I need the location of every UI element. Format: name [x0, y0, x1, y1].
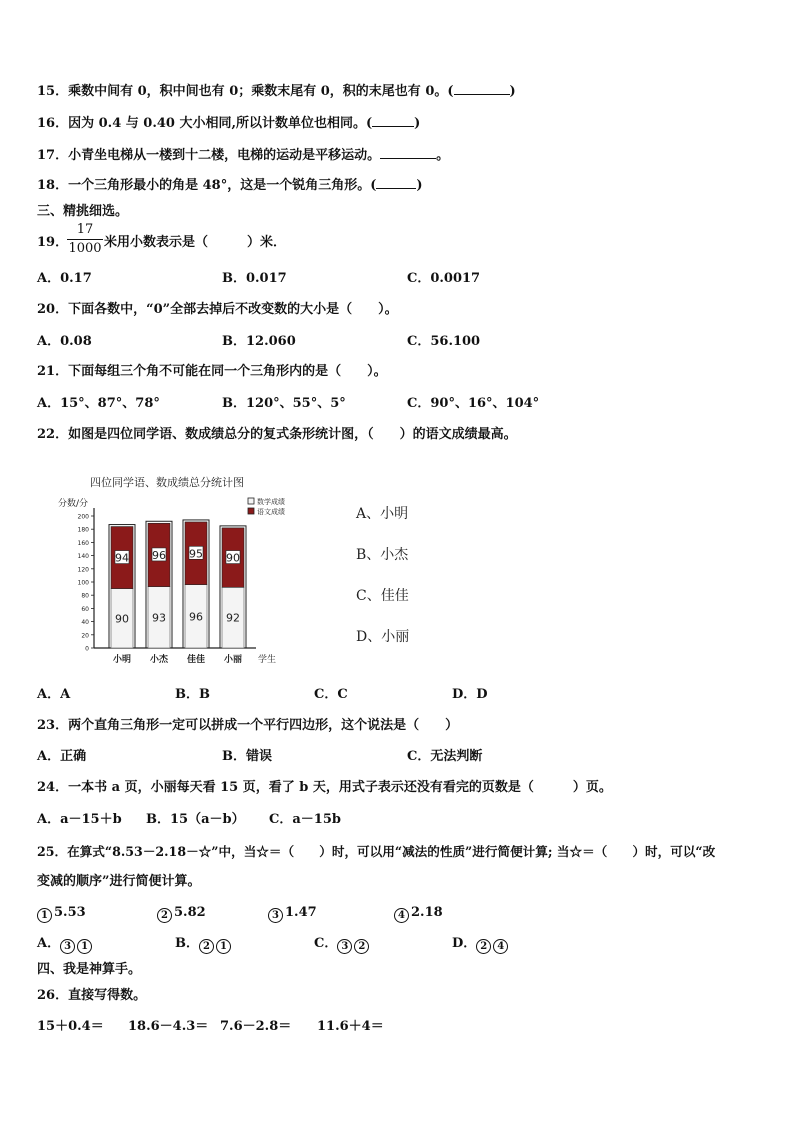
- stacked-bar-chart: [56, 486, 288, 668]
- expression-4[interactable]: 11.6＋4＝: [317, 1019, 384, 1034]
- y-tick-label: 100: [77, 579, 89, 587]
- bar-math-label: 92: [226, 611, 240, 625]
- question-25-line-1: 25．在算式“8.53－2.18－☆”中，当☆＝（ ）时，可以用“减法的性质”进行简便计算; 当☆＝（ ）时，可以“改: [37, 844, 716, 859]
- chart-option-c[interactable]: C、佳佳: [356, 588, 409, 604]
- option-a[interactable]: A．A: [37, 687, 71, 702]
- bar-chinese-label: 96: [152, 548, 166, 562]
- chart-option-d[interactable]: D、小丽: [356, 629, 410, 645]
- chart-option-a[interactable]: A、小明: [356, 506, 409, 522]
- question-21: 21．下面每组三个角不可能在同一个三角形内的是（ ）。: [37, 364, 387, 379]
- expression-1[interactable]: 15＋0.4＝: [37, 1019, 104, 1034]
- bar-math-label: 93: [152, 611, 166, 625]
- x-axis-label: 学生: [258, 655, 277, 665]
- answer-blank[interactable]: [372, 114, 414, 127]
- question-25-line-2: 变减的顺序”进行简便计算。: [37, 874, 201, 889]
- y-tick-label: 0: [85, 645, 89, 653]
- circled-number: 2: [157, 908, 172, 923]
- question-19-number: 19．: [37, 235, 69, 250]
- section-heading-4: 四、我是神算手。: [37, 962, 142, 977]
- legend-swatch-chinese: [248, 508, 254, 514]
- option-a[interactable]: A．15°、87°、78°: [37, 396, 160, 411]
- option-a[interactable]: A．a－15＋b: [37, 812, 122, 827]
- item-4: 4 2.18: [394, 904, 443, 923]
- bar-chinese-label: 94: [115, 551, 129, 565]
- bar-chinese-label: 95: [189, 547, 203, 561]
- question-16: 16．因为 0.4 与 0.40 大小相同,所以计数单位也相同。( ): [37, 116, 421, 131]
- option-c[interactable]: C．无法判断: [407, 749, 483, 764]
- option-a[interactable]: A． 3 1: [37, 935, 94, 954]
- fraction-numerator: 17: [76, 222, 94, 237]
- option-a[interactable]: A．0.08: [37, 334, 92, 349]
- question-20: 20．下面各数中，“0”全部去掉后不改变数的大小是（ ）。: [37, 302, 398, 317]
- legend-label-chinese: 语文成绩: [257, 508, 285, 516]
- option-c[interactable]: C．0.0017: [407, 271, 481, 286]
- option-c[interactable]: C．56.100: [407, 334, 481, 349]
- option-b[interactable]: B．15（a－b）: [146, 812, 245, 827]
- y-tick-label: 160: [77, 539, 89, 547]
- option-c[interactable]: C．90°、16°、104°: [407, 396, 540, 411]
- legend-label-math: 数学成绩: [257, 498, 285, 506]
- legend-swatch-math: [248, 498, 254, 504]
- option-b[interactable]: B．0.017: [222, 271, 287, 286]
- answer-blank[interactable]: [380, 146, 436, 159]
- chart-option-b[interactable]: B、小杰: [356, 547, 409, 563]
- option-a[interactable]: A．正确: [37, 749, 87, 764]
- question-22: 22．如图是四位同学语、数成绩总分的复式条形统计图，（ ）的语文成绩最高。: [37, 427, 517, 442]
- expression-2[interactable]: 18.6－4.3＝: [128, 1019, 209, 1034]
- circled-number: 1: [37, 908, 52, 923]
- question-15: 15．乘数中间有 0，积中间也有 0；乘数末尾有 0，积的末尾也有 0。( ): [37, 84, 516, 99]
- fraction-bar: [67, 239, 103, 240]
- item-1: 1 5.53: [37, 904, 86, 923]
- question-24: 24．一本书 a 页，小丽每天看 15 页，看了 b 天，用式子表示还没有看完的页数是（ ）页。: [37, 780, 612, 795]
- question-19: 米用小数表示是（ ）米．: [104, 235, 287, 250]
- circled-number: 3: [268, 908, 283, 923]
- y-tick-label: 140: [77, 553, 89, 561]
- item-3: 3 1.47: [268, 904, 317, 923]
- expression-3[interactable]: 7.6－2.8＝: [220, 1019, 292, 1034]
- question-18: 18．一个三角形最小的角是 48°，这是一个锐角三角形。( ): [37, 178, 423, 193]
- fraction: [67, 222, 103, 257]
- y-axis-label: 分数/分: [58, 499, 89, 509]
- option-c[interactable]: C．C: [314, 687, 348, 702]
- circled-number: 4: [394, 908, 409, 923]
- y-tick-label: 80: [81, 592, 89, 600]
- section-heading-3: 三、精挑细选。: [37, 204, 129, 219]
- option-a[interactable]: A．0.17: [37, 271, 92, 286]
- option-b[interactable]: B．120°、55°、5°: [222, 396, 346, 411]
- y-tick-label: 20: [81, 632, 89, 640]
- category-label: 小丽: [223, 655, 243, 665]
- y-tick-label: 180: [77, 526, 89, 534]
- item-2: 2 5.82: [157, 904, 206, 923]
- option-b[interactable]: B． 2 1: [175, 935, 233, 954]
- category-label: 小明: [112, 655, 132, 665]
- option-d[interactable]: D． 2 4: [452, 935, 510, 954]
- question-23: 23．两个直角三角形一定可以拼成一个平行四边形，这个说法是（ ）: [37, 718, 459, 733]
- option-c[interactable]: C．a－15b: [269, 812, 341, 827]
- bar-math-label: 96: [189, 610, 203, 624]
- y-tick-label: 120: [77, 566, 89, 574]
- question-17: 17．小青坐电梯从一楼到十二楼，电梯的运动是平移运动。 。: [37, 148, 450, 163]
- category-label: 小杰: [149, 655, 169, 665]
- bar-math-label: 90: [115, 612, 129, 626]
- question-26: 26．直接写得数。: [37, 988, 147, 1003]
- answer-blank[interactable]: [376, 176, 416, 189]
- option-d[interactable]: D．D: [452, 687, 488, 702]
- answer-blank[interactable]: [454, 82, 510, 95]
- fraction-denominator: 1000: [68, 241, 102, 256]
- option-c[interactable]: C． 3 2: [314, 935, 371, 954]
- y-tick-label: 200: [77, 513, 89, 521]
- option-b[interactable]: B．12.060: [222, 334, 296, 349]
- chart-title: 四位同学语、数成绩总分统计图: [90, 476, 244, 489]
- category-label: 佳佳: [186, 655, 206, 665]
- bar-chinese-label: 90: [226, 551, 240, 565]
- y-tick-label: 40: [81, 619, 89, 627]
- option-b[interactable]: B．错误: [222, 749, 272, 764]
- option-b[interactable]: B．B: [175, 687, 210, 702]
- y-tick-label: 60: [81, 605, 89, 613]
